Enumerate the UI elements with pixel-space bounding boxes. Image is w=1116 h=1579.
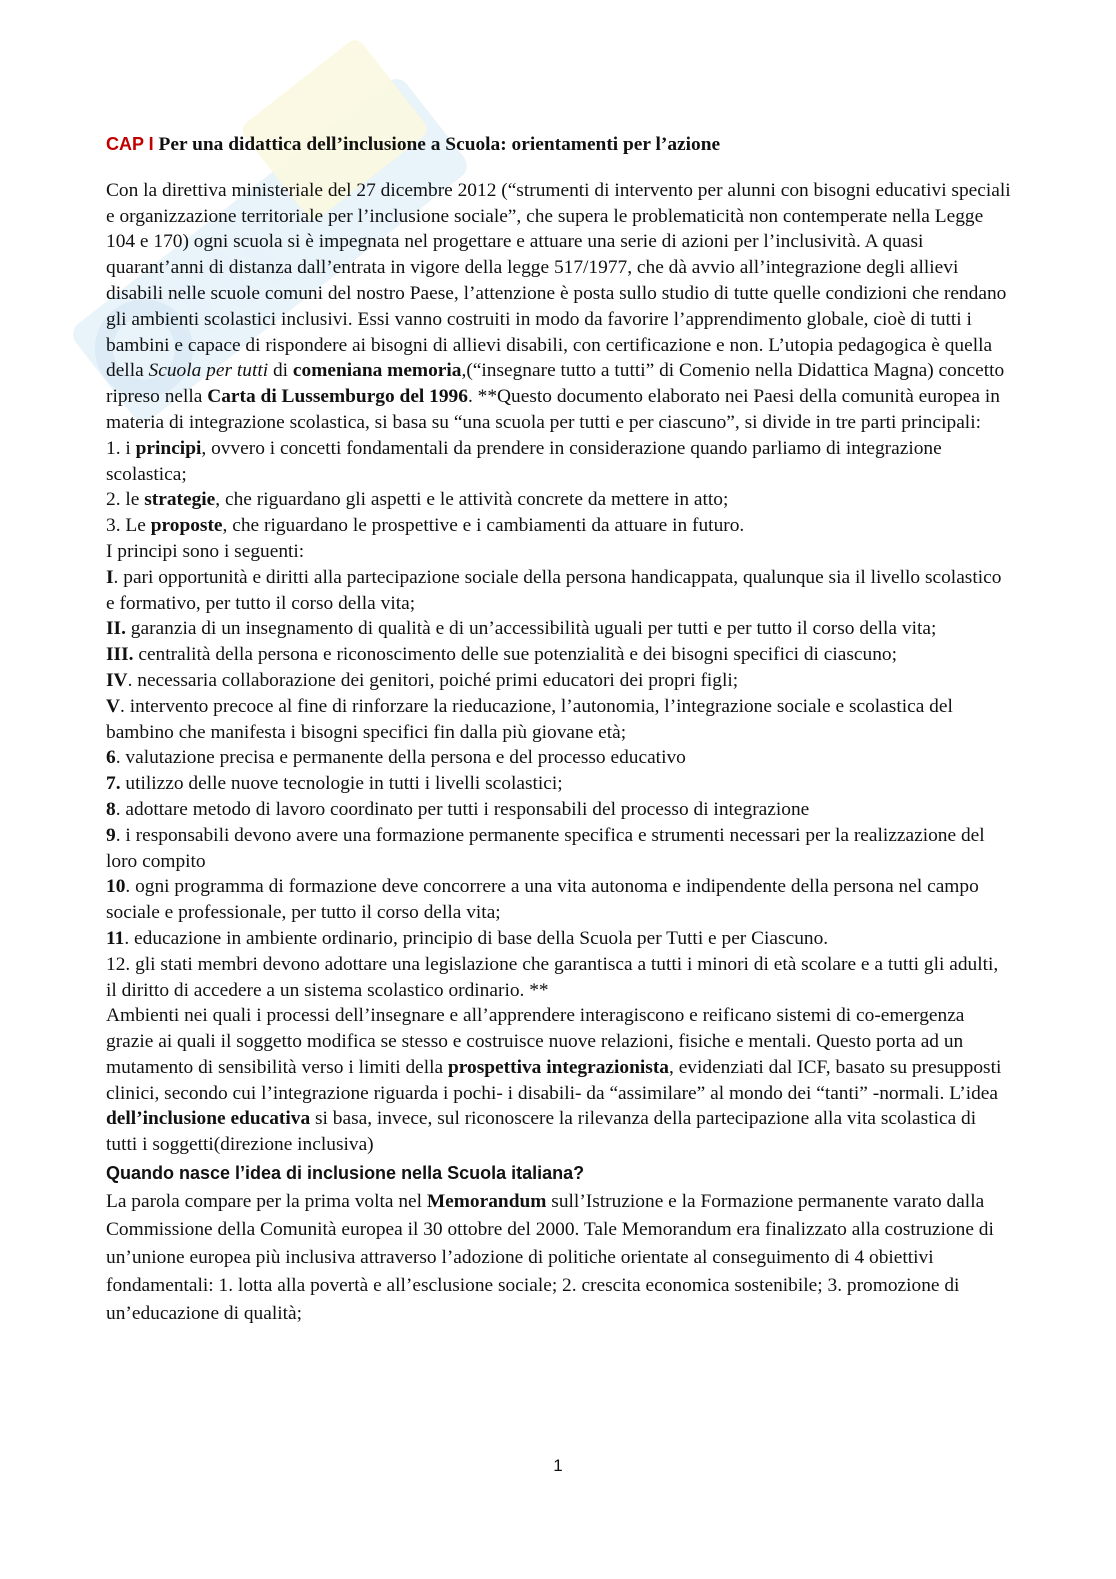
item-bold: strategie xyxy=(144,489,216,511)
principle-number: 8 xyxy=(106,798,116,820)
section-bold: Memorandum xyxy=(426,1191,547,1213)
closing-text: Ambienti nei quali i processi dell’insegnare e all’apprendere interagiscono e reificano sistemi di co-emergenza grazie ai quali il soggetto modifica se stesso e costruisce nuove relazioni, fisiche e mentali. Questo porta ad un mutamento di sensibilità verso i limiti della xyxy=(106,1005,965,1078)
intro-bold: Carta di Lussemburgo del 1996 xyxy=(207,386,468,408)
page-number: 1 xyxy=(553,1456,563,1475)
principle-text: . adottare metodo di lavoro coordinato per tutti i responsabili del processo di integrazione xyxy=(115,798,810,820)
principle-item xyxy=(106,771,1011,797)
chapter-label: CAP I xyxy=(106,134,154,154)
item-text: , che riguardano gli aspetti e le attività concrete da mettere in atto; xyxy=(215,489,729,511)
principle-number: 6 xyxy=(106,747,116,769)
intro-text: Con la direttiva ministeriale del 27 dicembre 2012 (“strumenti di intervento per alunni con bisogni educativi speciali e organizzazione territoriale per l’inclusione sociale”, che supera le problematicità non contemperate nella Legge 104 e 170) ogni scuola si è impegnata nel progettare e attuare una serie di azioni per l’inclusività. A quasi quarant’anni di distanza dall’entrata in vigore della legge 517/1977, che dà avvio all’integrazione degli allievi disabili nelle scuole comuni del nostro Paese, l’attenzione è posta sullo studio di tutte quelle condizioni che rendano gli ambienti scolastici inclusivi. Essi vanno costruiti in modo da favorire l’apprendimento globale, cioè di tutti i bambini e capace di rispondere ai bisogni di allievi disabili, con certificazione e non. L’utopia pedagogica è quella della xyxy=(106,179,1011,382)
principle-text: garanzia di un insegnamento di qualità e di un’accessibilità uguali per tutti e per tutto il corso della vita; xyxy=(125,618,937,640)
principle-item xyxy=(106,823,1011,875)
principle-text: . intervento precoce al fine di rinforzare la rieducazione, l’autonomia, l’integrazione sociale e scolastica del bambino che manifesta i bisogni specifici fin dalla più giovane età; xyxy=(106,695,953,743)
principle-number: 11 xyxy=(106,927,125,949)
item-number: 3. Le xyxy=(106,515,151,537)
principle-number: 9 xyxy=(106,824,116,846)
principle-item xyxy=(106,745,1011,771)
principle-number: 10 xyxy=(106,876,126,898)
document-body xyxy=(106,132,1011,1328)
principle-item xyxy=(106,797,1011,823)
principle-item xyxy=(106,874,1011,926)
section-paragraph xyxy=(106,1188,1011,1328)
item-number: 1. i xyxy=(106,437,136,459)
list-item xyxy=(106,436,1011,488)
principle-text: . pari opportunità e diritti alla partecipazione sociale della persona handicappata, qualunque sia il livello scolastico e formativo, per tutto il corso della vita; xyxy=(106,566,1002,614)
intro-text: ,(“insegnare tutto a tutti” di Comenio nella Didattica Magna) concetto ripreso nella xyxy=(106,360,1005,408)
chapter-title-text: Per una didattica dell’inclusione a Scuola: orientamenti per l’azione xyxy=(158,134,721,155)
intro-bold: comeniana memoria xyxy=(292,360,462,382)
principle-text: . necessaria collaborazione dei genitori, poiché primi educatori dei propri figli; xyxy=(127,669,739,691)
principle-number: 7. xyxy=(106,773,121,795)
chapter-title xyxy=(106,132,1011,158)
item-text: , ovvero i concetti fondamentali da prendere in considerazione quando parliamo di integrazione scolastica; xyxy=(106,437,942,485)
principle-text: centralità della persona e riconoscimento delle sue potenzialità e dei bisogni specifici di ciascuno; xyxy=(133,644,897,666)
section-text: sull’Istruzione e la Formazione permanente varato dalla Commissione della Comunità europea il 30 ottobre del 2000. Tale Memorandum era finalizzato alla costruzione di un’unione europea più inclusiva attraverso l’adozione di politiche orientate al conseguimento di 4 obiettivi fondamentali: 1. lotta alla povertà e all’esclusione sociale; 2. crescita economica sostenibile; 3. promozione di un’educazione di qualità; xyxy=(106,1191,994,1325)
principle-item xyxy=(106,642,1011,668)
closing-text: , evidenziati dal ICF, basato su presupposti clinici, secondo cui l’integrazione riguarda i pochi- i disabili- da “assimilare” al mondo dei “tanti” -normali. L’idea xyxy=(106,1056,1002,1104)
item-bold: proposte xyxy=(150,515,223,537)
principle-number: II. xyxy=(106,618,126,640)
principle-number: IV xyxy=(106,669,128,691)
item-bold: principi xyxy=(135,437,202,459)
principle-item xyxy=(106,694,1011,746)
closing-text: si basa, invece, sul riconoscere la rilevanza della partecipazione alla vita scolastica di tutti i soggetti(direzione inclusiva) xyxy=(106,1108,977,1156)
intro-paragraph xyxy=(106,178,1011,436)
principle-text: . i responsabili devono avere una formazione permanente specifica e strumenti necessari per la realizzazione del loro compito xyxy=(106,824,985,872)
section-text: La parola compare per la prima volta nel xyxy=(106,1191,427,1213)
principle-text: . valutazione precisa e permanente della persona e del processo educativo xyxy=(115,747,686,769)
principle-number: III. xyxy=(106,644,134,666)
principle-text: utilizzo delle nuove tecnologie in tutti i livelli scolastici; xyxy=(120,773,563,795)
principle-number: I xyxy=(106,566,114,588)
item-text: , che riguardano le prospettive e i cambiamenti da attuare in futuro. xyxy=(222,515,745,537)
principle-item xyxy=(106,952,1011,1004)
closing-bold: dell’inclusione educativa xyxy=(106,1108,311,1130)
intro-text: . **Questo documento elaborato nei Paesi della comunità europea in materia di integrazione scolastica, si basa su “una scuola per tutti e per ciascuno”, si divide in tre parti principali: xyxy=(106,386,1000,433)
list-item xyxy=(106,513,1011,539)
section-heading: Quando nasce l’idea di inclusione nella Scuola italiana? xyxy=(106,1163,585,1184)
closing-paragraph xyxy=(106,1003,1011,1158)
intro-italic: Scuola per tutti xyxy=(148,360,269,382)
closing-bold: prospettiva integrazionista xyxy=(447,1056,669,1078)
principle-item xyxy=(106,616,1011,642)
principle-text: . educazione in ambiente ordinario, principio di base della Scuola per Tutti e per Ciascuno. xyxy=(124,927,829,949)
principles-intro: I principi sono i seguenti: xyxy=(106,540,305,562)
principle-item xyxy=(106,668,1011,694)
principle-text: 12. gli stati membri devono adottare una legislazione che garantisca a tutti i minori di età scolare e a tutti gli adulti, il diritto di accedere a un sistema scolastico ordinario. ** xyxy=(106,953,999,1001)
principle-item xyxy=(106,565,1011,617)
principle-text: . ogni programma di formazione deve concorrere a una vita autonoma e indipendente della persona nel campo sociale e professionale, per tutto il corso della vita; xyxy=(106,876,979,924)
list-item xyxy=(106,487,1011,513)
principle-number: V xyxy=(106,695,121,717)
intro-text: di xyxy=(268,360,293,382)
item-number: 2. le xyxy=(106,489,145,511)
principle-item xyxy=(106,926,1011,952)
